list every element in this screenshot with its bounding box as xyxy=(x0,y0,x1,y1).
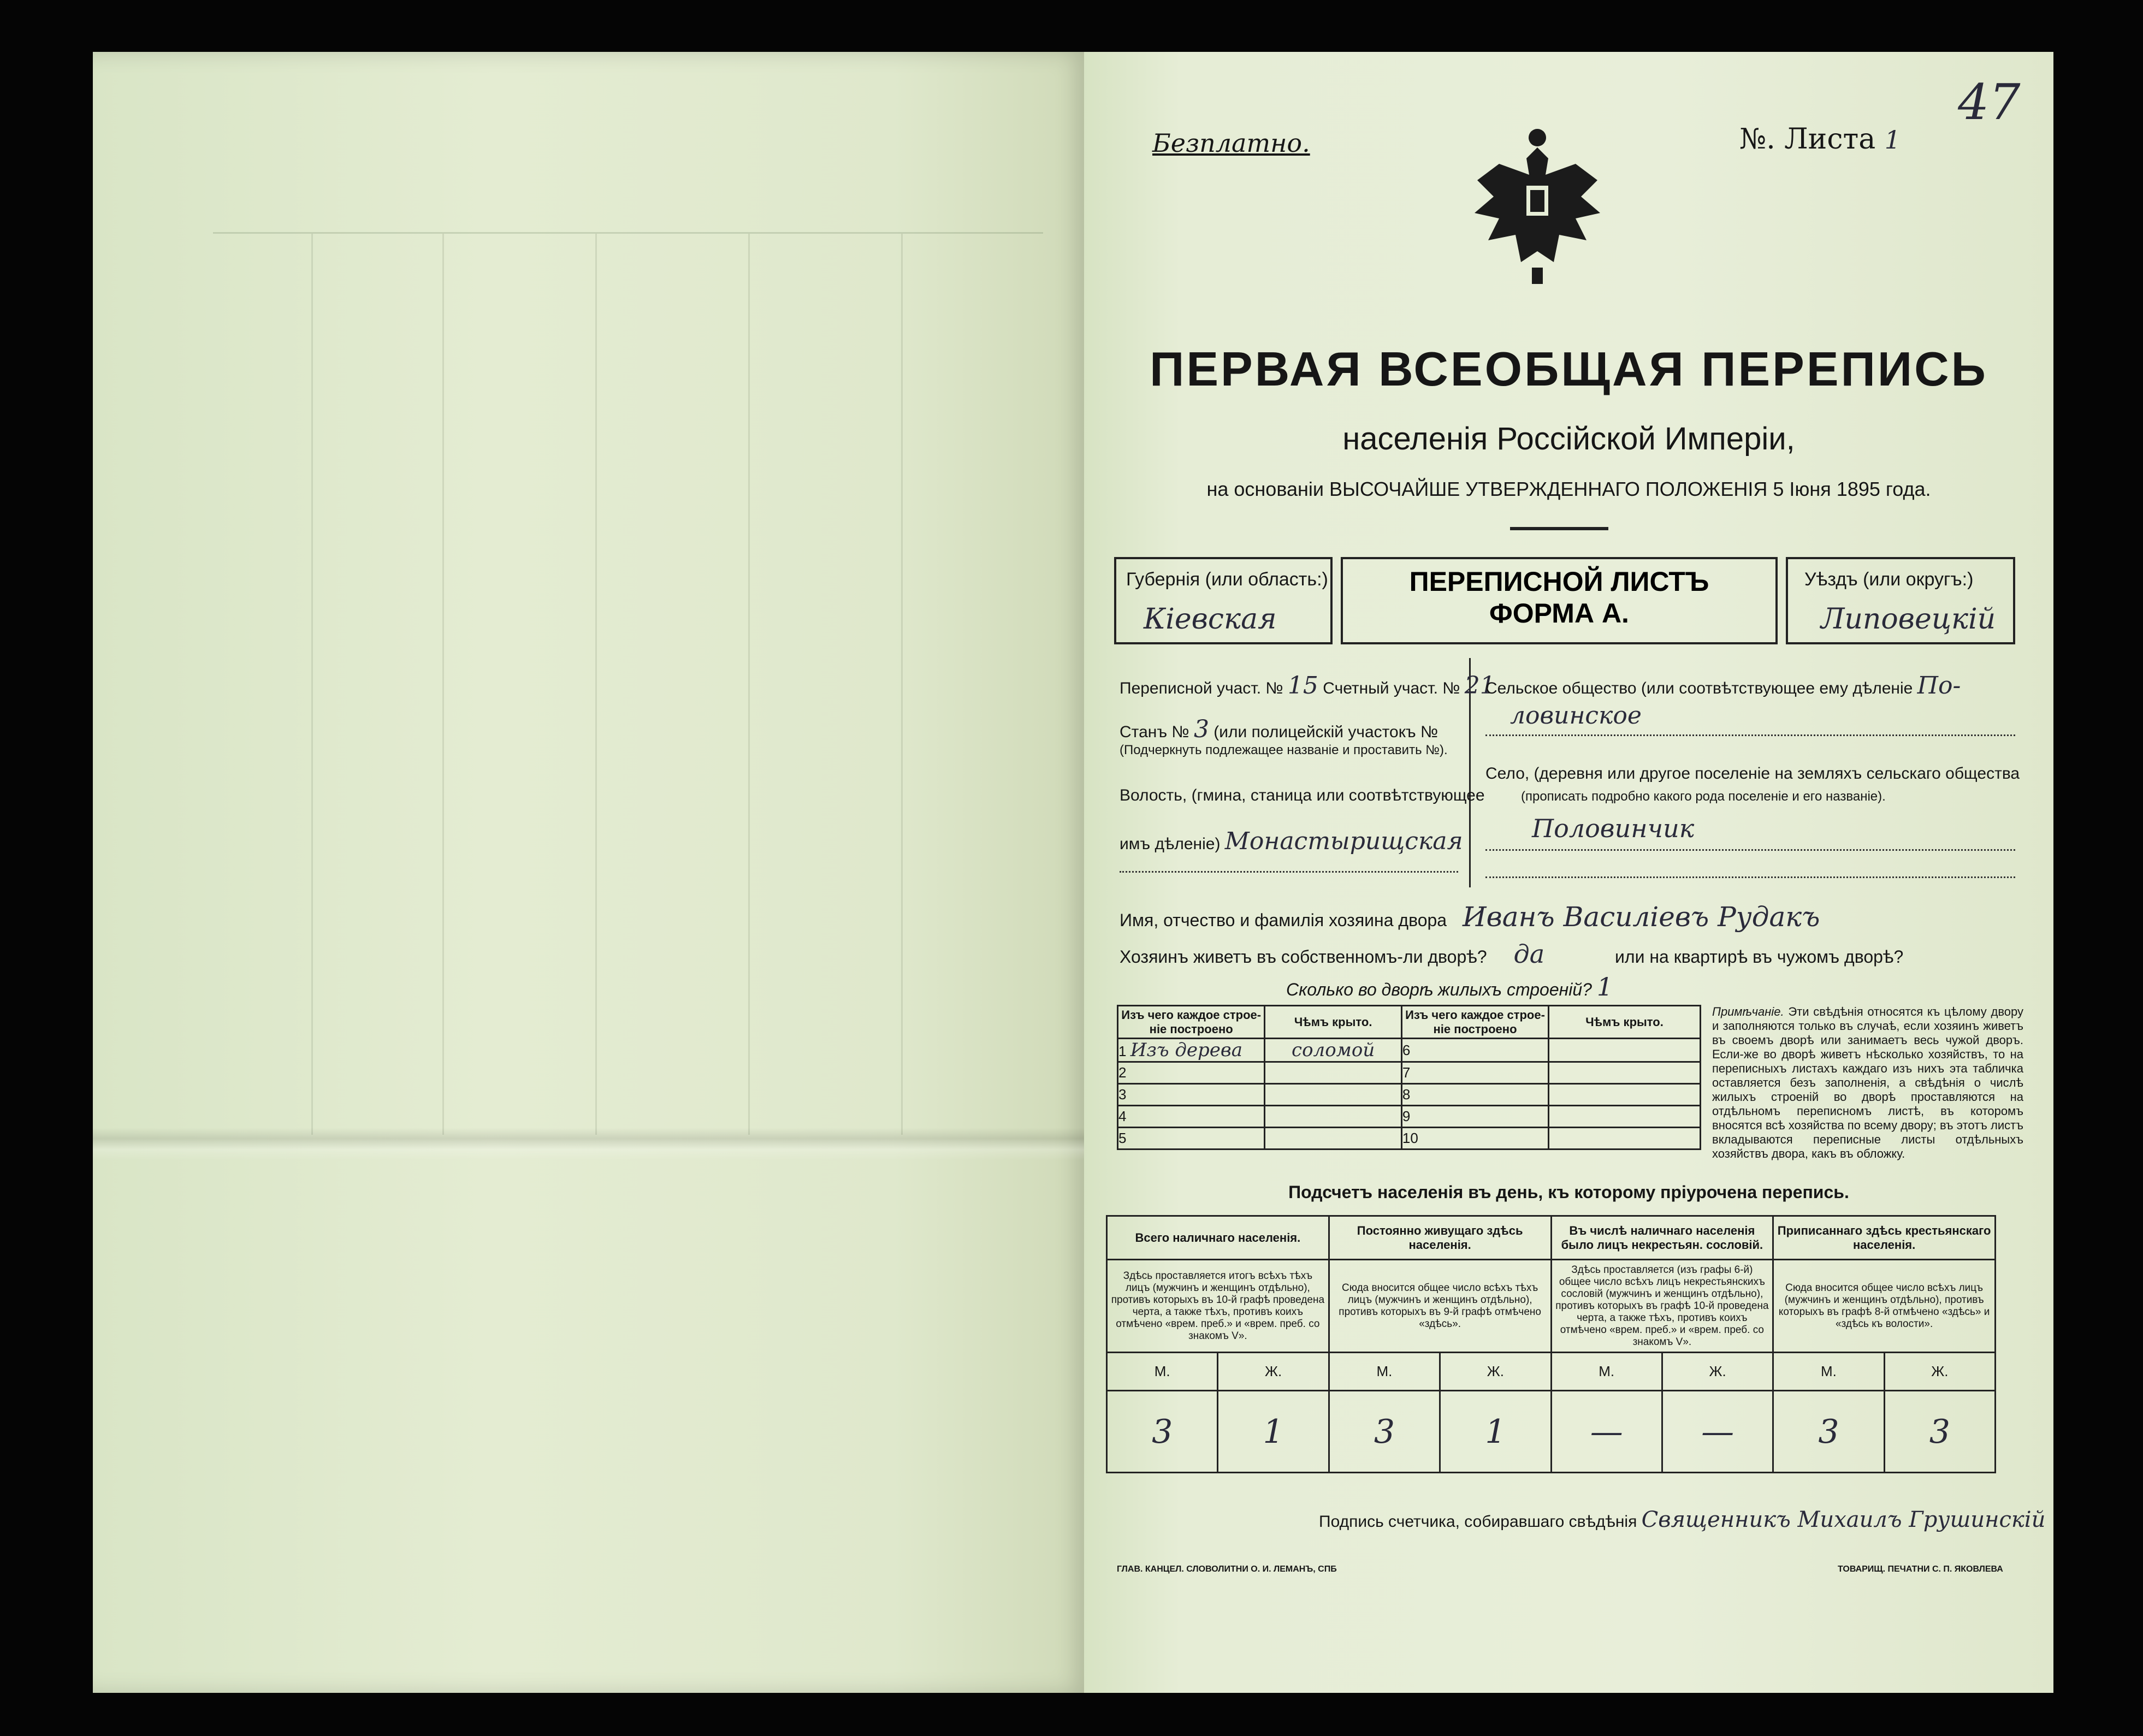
col-material-right: Изъ чего каждое строе-ніе построено xyxy=(1401,1006,1548,1039)
col-roof-left: Чѣмъ крыто. xyxy=(1265,1006,1402,1039)
census-form-page xyxy=(1084,52,2053,1693)
col-material-left: Изъ чего каждое строе-ніе построено xyxy=(1118,1006,1265,1039)
left-page-blank xyxy=(93,52,1092,1693)
pop-head-peasant: Приписаннаго здѣсь крестьянскаго населенія. xyxy=(1773,1216,1996,1260)
nonpeasant-male: — xyxy=(1551,1391,1662,1473)
volost-value: Монастырищская xyxy=(1224,827,1463,855)
owner-field xyxy=(1120,901,1820,933)
table-row: 2 7 xyxy=(1118,1062,1701,1084)
village-value: Половинчик xyxy=(1532,814,1695,843)
volost-extra-line xyxy=(1120,871,1458,873)
form-title-line1: ПЕРЕПИСНОЙ ЛИСТЪ xyxy=(1409,566,1709,597)
form-legal-basis: на основаніи ВЫСОЧАЙШЕ УТВЕРЖДЕННАГО ПОЛОЖЕНІЯ 5 Іюня 1895 года. xyxy=(1206,478,1931,500)
peasant-female: 3 xyxy=(1884,1391,1995,1473)
village-note: (прописать подробно какого рода поселеніе и его названіе). xyxy=(1521,789,1886,804)
signature-field xyxy=(1319,1507,2045,1532)
ornament-divider xyxy=(1510,527,1608,530)
owns-label: Хозяинъ живетъ въ собственномъ-ли дворѣ? xyxy=(1120,947,1487,967)
permanent-female: 1 xyxy=(1440,1391,1551,1473)
printer-right: ТОВАРИЩ. ПЕЧАТНИ С. П. ЯКОВЛЕВА xyxy=(1838,1565,2003,1574)
bleed-through-grid xyxy=(213,232,1043,1135)
table-row: 1 Изъ дерева соломой 6 xyxy=(1118,1039,1701,1062)
society-line xyxy=(1485,734,2015,736)
village-label: Село, (деревня или другое поселеніе на земляхъ сельскаго общества xyxy=(1485,765,2020,783)
volost-field xyxy=(1120,827,1463,855)
m-header: М. xyxy=(1329,1353,1440,1391)
volost-label-2: имъ дѣленіе) xyxy=(1120,835,1221,853)
owner-value: Иванъ Василіевъ Рудакъ xyxy=(1462,901,1820,933)
counting-section-value: 21 xyxy=(1464,672,1495,700)
district-box xyxy=(1786,557,2015,644)
col-roof-right: Чѣмъ крыто. xyxy=(1549,1006,1701,1039)
population-title: Подсчетъ населенія въ день, къ которому пріурочена перепись. xyxy=(1288,1182,1849,1202)
f-header: Ж. xyxy=(1218,1353,1329,1391)
pop-head-total: Всего наличнаго населенія. xyxy=(1107,1216,1329,1260)
stan-value: 3 xyxy=(1193,715,1209,743)
society-label: Сельское общество (или соотвѣтствующее ему дѣленіе xyxy=(1485,679,1913,697)
buildings-value: 1 xyxy=(1596,972,1613,1002)
form-subtitle: населенія Россійской Имперіи, xyxy=(1342,421,1795,457)
stan-field xyxy=(1120,715,1438,743)
f-header: Ж. xyxy=(1440,1353,1551,1391)
form-title-line2: ФОРМА А. xyxy=(1489,598,1629,629)
form-title-box xyxy=(1341,557,1778,644)
free-label: Безплатно. xyxy=(1152,128,1310,158)
f-header: Ж. xyxy=(1662,1353,1773,1391)
owns-value: да xyxy=(1513,939,1545,969)
population-values-row xyxy=(1107,1391,1996,1473)
stan-label: Станъ № xyxy=(1120,723,1189,741)
census-section-label: Переписной участ. № xyxy=(1120,679,1283,697)
table-row: 3 8 xyxy=(1118,1084,1701,1106)
form-main-title: ПЕРВАЯ ВСЕОБЩАЯ ПЕРЕПИСЬ xyxy=(1150,342,1988,396)
society-value-1: По- xyxy=(1917,672,1961,700)
permanent-male: 3 xyxy=(1329,1391,1440,1473)
village-line xyxy=(1485,849,2015,851)
sheet-number-value: 1 xyxy=(1884,125,1901,155)
m-header: М. xyxy=(1551,1353,1662,1391)
imperial-eagle-emblem xyxy=(1466,126,1608,289)
table-row: 4 9 xyxy=(1118,1106,1701,1128)
sheet-number-label: №. Листа xyxy=(1739,123,1876,156)
census-section-value: 15 xyxy=(1287,672,1318,700)
buildings-table xyxy=(1117,1005,1701,1150)
village-extra-line xyxy=(1485,876,2015,878)
pop-desc-nonpeasant: Здѣсь проставляется (изъ графы 6-й) общее число всѣхъ лицъ некрестьянскихъ сословій (мужчинъ и женщинъ отдѣльно), противъ которыхъ въ графѣ 10-й проведена черта, а также тѣхъ, противъ коихъ отмѣчено «врем. преб.» и «врем. преб. со знакомъ V». xyxy=(1551,1260,1773,1353)
printer-left: ГЛАВ. КАНЦЕЛ. СЛОВОЛИТНИ О. И. ЛЕМАНЪ, СПБ xyxy=(1117,1565,1337,1574)
nonpeasant-female: — xyxy=(1662,1391,1773,1473)
rent-label: или на квартирѣ въ чужомъ дворѣ? xyxy=(1615,947,1904,967)
stan-alt-label: (или полицейскій участокъ № xyxy=(1213,723,1438,741)
page-fold xyxy=(93,1128,1092,1160)
society-field xyxy=(1485,672,2032,700)
volost-label: Волость, (гмина, станица или соотвѣтствующее xyxy=(1120,786,1485,804)
district-value: Липовецкій xyxy=(1821,603,1996,636)
stan-note: (Подчеркнуть подлежащее названіе и проставить №). xyxy=(1120,743,1448,757)
district-label: Уѣздъ (или округъ:) xyxy=(1804,569,1974,590)
pop-desc-total: Здѣсь проставляется итогъ всѣхъ тѣхъ лицъ (мужчинъ и женщинъ отдѣльно), противъ которыхъ въ 10-й графѣ проведена черта, а также тѣхъ, противъ коихъ отмѣчено «врем. преб.» и «врем. преб. со знакомъ V». xyxy=(1107,1260,1329,1353)
province-box xyxy=(1114,557,1333,644)
total-female: 1 xyxy=(1218,1391,1329,1473)
pop-head-permanent: Постоянно живущаго здѣсь населенія. xyxy=(1329,1216,1551,1260)
buildings-field xyxy=(1286,972,1613,1002)
sheet-number xyxy=(1739,123,1901,156)
archive-page-number: 47 xyxy=(1958,74,2021,131)
signature-value: Священникъ Михаилъ Грушинскій xyxy=(1641,1507,2046,1532)
pop-desc-permanent: Сюда вносится общее число всѣхъ тѣхъ лицъ (мужчинъ и женщинъ отдѣльно), противъ которыхъ въ 9-й графѣ отмѣчено «здѣсь». xyxy=(1329,1260,1551,1353)
pop-head-nonpeasant: Въ числѣ наличнаго населенія было лицъ некрестьян. сословій. xyxy=(1551,1216,1773,1260)
buildings-label: Сколько во дворѣ жилыхъ строеній? xyxy=(1286,980,1592,999)
pop-desc-peasant: Сюда вносится общее число всѣхъ лицъ (мужчинъ и женщинъ отдѣльно), противъ которыхъ въ графѣ 8-й отмѣчено «здѣсь» и «здѣсь къ волости». xyxy=(1773,1260,1996,1353)
owns-field xyxy=(1120,939,1903,969)
m-header: М. xyxy=(1107,1353,1218,1391)
total-male: 3 xyxy=(1107,1391,1218,1473)
note-text: Эти свѣдѣнія относятся къ цѣлому двору и заполняются только въ случаѣ, если хозяинъ живетъ въ своемъ дворѣ или занимаетъ весь чужой дворъ. Если-же во дворѣ живетъ нѣсколько хозяйствъ, то на переписныхъ листахъ каждаго изъ нихъ эта табличка оставляется безъ заполненія, а свѣдѣнія о числѣ жилыхъ строеній во дворѣ проставляются на отдѣльномъ переписномъ листѣ, въ которомъ вносятся всѣ хозяйства по всему двору; въ этотъ листъ вкладываются переписные листы отдѣльныхъ хозяйствъ двора, какъ въ обложку. xyxy=(1712,1005,2023,1160)
peasant-male: 3 xyxy=(1773,1391,1884,1473)
province-value: Кіевская xyxy=(1144,603,1277,636)
province-label: Губернія (или область:) xyxy=(1126,569,1328,590)
owner-label: Имя, отчество и фамилія хозяина двора xyxy=(1120,910,1447,930)
f-header: Ж. xyxy=(1884,1353,1995,1391)
signature-label: Подпись счетчика, собиравшаго свѣдѣнія xyxy=(1319,1513,1637,1531)
m-header: М. xyxy=(1773,1353,1884,1391)
census-section-field xyxy=(1120,672,1495,700)
note-title: Примѣчаніе. xyxy=(1712,1005,1784,1018)
society-value-2: ловинское xyxy=(1510,702,1642,730)
counting-section-label: Счетный участ. № xyxy=(1323,679,1460,697)
note-block xyxy=(1712,1005,2023,1161)
population-table xyxy=(1106,1215,1996,1473)
table-row: 5 10 xyxy=(1118,1128,1701,1150)
